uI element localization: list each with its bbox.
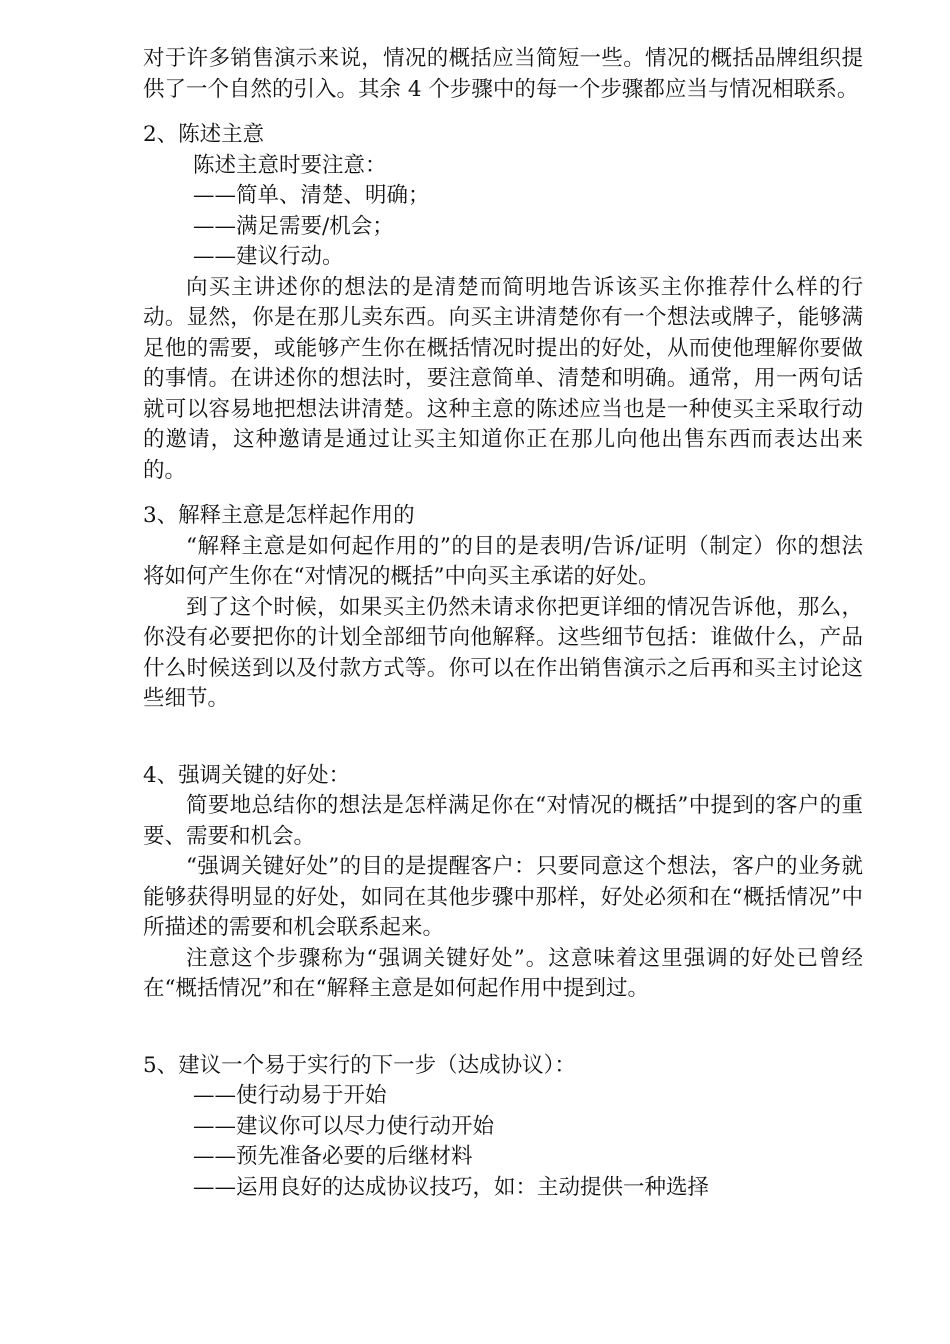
section-2-lead: 陈述主意时要注意： [193, 152, 387, 178]
section-4-paragraph-2: “强调关键好处”的目的是提醒客户：只要同意这个想法，客户的业务就能够获得明显的好处，如同在其他步骤中那样，好处必须和在“概括情况”中所描述的需要和机会联系起来。 [143, 854, 863, 940]
section-5-item-4: ——运用良好的达成协议技巧，如：主动提供一种选择 [193, 1174, 710, 1200]
section-5-item-3: ——预先准备必要的后继材料 [193, 1144, 473, 1169]
section-5-item-1: ——使行动易于开始 [193, 1083, 387, 1108]
section-2-heading: 2、陈述主意 [143, 122, 265, 147]
section-2-paragraph: 向买主讲述你的想法的是清楚而简明地告诉该买主你推荐什么样的行动。显然，你是在那儿卖东西。向买主讲清楚你有一个想法或牌子，能够满足他的需要，或能够产生你在概括情况时提出的好处，从而使他理解你要做的事情。在讲述你的想法时，要注意简单、清楚和明确。通常，用一两句话就可以容易地把想法讲清楚。这种主意的陈述应当也是一种使买主采取行动的邀请，这种邀请是通过让买主知道你正在那儿向他出售东西而表达出来的。 [143, 274, 863, 483]
document-page [143, 44, 863, 1203]
spacer [143, 715, 863, 761]
section-4-paragraph-1: 简要地总结你的想法是怎样满足你在“对情况的概括”中提到的客户的重要、需要和机会。 [143, 793, 863, 849]
section-4-paragraph-3: 注意这个步骤称为“强调关键好处”。这意味着这里强调的好处已曾经在“概括情况”和在“解释主意是如何起作用中提到过。 [143, 945, 863, 1001]
intro-paragraph: 对于许多销售演示来说，情况的概括应当简短一些。情况的概括品牌组织提供了一个自然的引入。其余 4 个步骤中的每一个步骤都应当与情况相联系。 [143, 46, 863, 102]
section-5-heading: 5、建议一个易于实行的下一步（达成协议）： [143, 1052, 576, 1078]
section-3-heading: 3、解释主意是怎样起作用的 [143, 503, 415, 528]
spacer [143, 1005, 863, 1051]
section-3-paragraph-2: 到了这个时候，如果买主仍然未请求你把更详细的情况告诉他，那么，你没有必要把你的计划全部细节向他解释。这些细节包括：谁做什么，产品什么时候送到以及付款方式等。你可以在作出销售演示之后再和买主讨论这些细节。 [143, 594, 863, 711]
spacer [143, 486, 863, 501]
section-2-item-2: ——满足需要/机会； [193, 213, 394, 239]
section-2-item-1: ——简单、清楚、明确； [193, 183, 430, 208]
spacer [143, 105, 863, 120]
section-4-heading: 4、强调关键的好处： [143, 762, 351, 788]
section-2-item-3: ——建议行动。 [193, 244, 344, 269]
section-5-item-2: ——建议你可以尽力使行动开始 [193, 1113, 495, 1139]
section-3-paragraph-1: “解释主意是如何起作用的”的目的是表明/告诉/证明（制定）你的想法将如何产生你在“对情况的概括”中向买主承诺的好处。 [143, 533, 863, 589]
